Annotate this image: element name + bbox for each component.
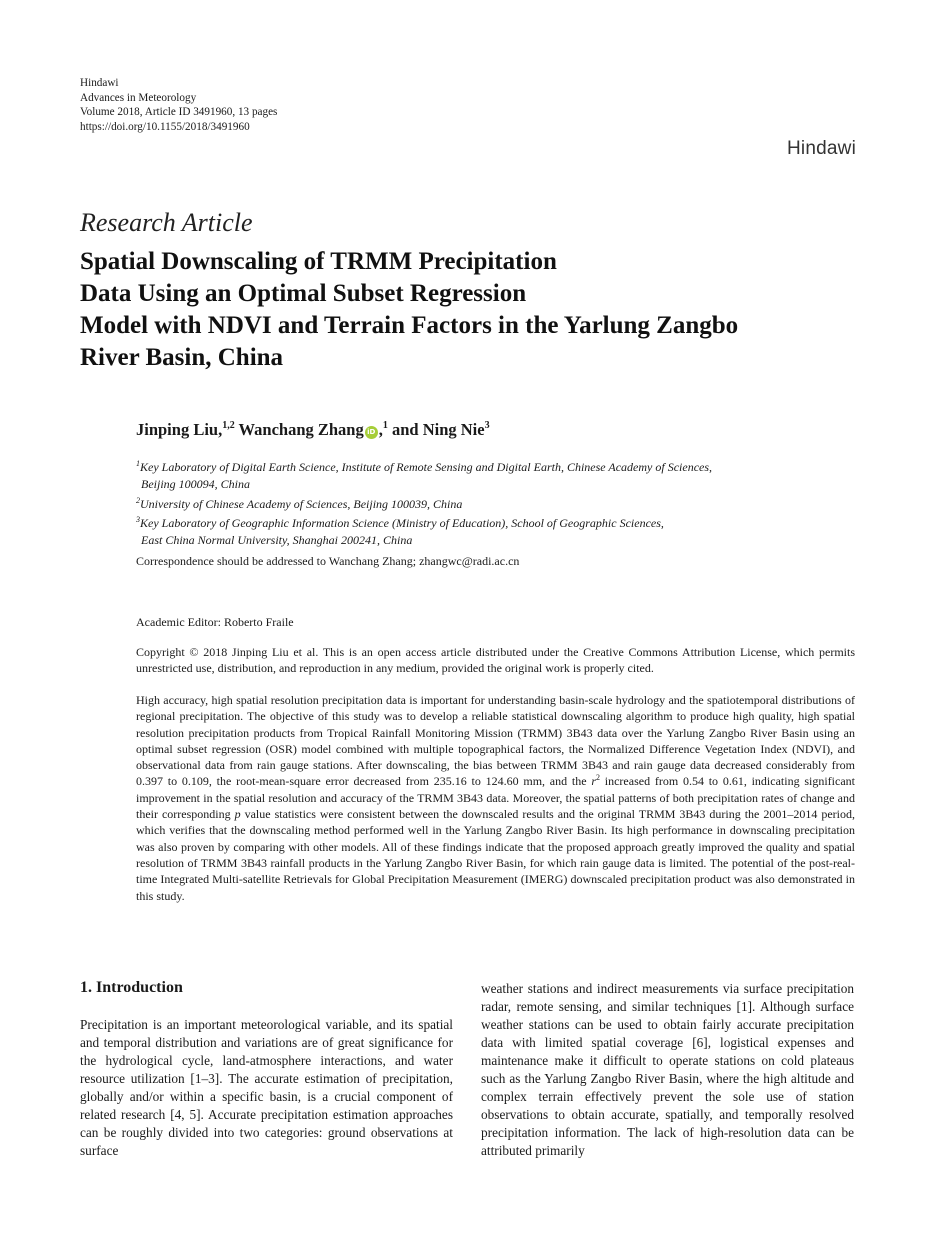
abstract-text: value statistics were consistent between the downscaled results and the original TRMM 3B43 during the 2001–2014 period, which verifies that the downscaling method performed well in the Yarlung Zangbo River Basin. Its high performance in downscaling precipitation was also proven by comparing with other models. All of these findings indicate that the proposed approach greatly improved the quality and spatial resolution of TRMM 3B43 rainfall products in the Yarlung Zangbo River Basin, for which rain gauge data is limited. The potential of the post-real-time Integrated Multi-satellite Retrievals for Global Precipitation Measurement (IMERG) downscaled precipitation product was also demonstrated in this study. [136, 807, 855, 903]
orcid-icon[interactable]: iD [365, 426, 378, 439]
title-line: River Basin, China [80, 344, 284, 371]
title-line: Model with NDVI and Terrain Factors in the Yarlung Zangbo [80, 312, 739, 339]
affiliation-item: $^3$Key Laboratory of Geographic Information Science (Ministry of Education), School of Geographic Sciences, [136, 515, 664, 531]
body-column-right: weather stations and indirect measurements via surface precipitation radar, remote sensing, and similar techniques [1]. Although surface weather stations can be used to obtain fairly accurate precipitation data with limited spatial coverage [6], logistical expenses and maintenance make it difficult to operate stations on cold plateaus such as the Yarlung Zangbo River Basin, where the high altitude and complex terrain effectively prevent the sole use of station observations to obtain accurate, spatially, and temporally resolved precipitation information. The lack of high-resolution data can be attributed primarily [481, 981, 854, 1158]
abstract-text: increased from 0.54 to 0.61, indicating significant improvement in the spatial resolution and accuracy of the TRMM 3B43 data. Moreover, the spatial patterns of both precipitation rates of change and their corresponding [136, 774, 855, 822]
correspondence: Correspondence should be addressed to Wanchang Zhang; zhangwc@radi.ac.cn [136, 554, 520, 568]
r-symbol: r [591, 774, 596, 789]
article-type: Research Article [80, 208, 253, 237]
paper-title [80, 246, 860, 374]
p-symbol: p [234, 807, 241, 822]
publisher-name: Hindawi [80, 77, 119, 89]
journal-name: Advances in Meteorology [80, 91, 197, 104]
volume-info: Volume 2018, Article ID 3491960, 13 pages [80, 106, 278, 119]
academic-editor: Academic Editor: Roberto Fraile [136, 615, 294, 629]
body-column-left: Precipitation is an important meteorological variable, and its spatial and temporal distribution and variations are of great significance for the hydrological cycle, land-atmosphere interactions, and water resource utilization [1–3]. The accurate estimation of precipitation, globally and/or within a specific basin, is a crucial component of related research [4, 5]. Accurate precipitation estimation approaches can be roughly divided into two categories: ground observations at surface [80, 1017, 453, 1158]
author-list: Jinping Liu,$^{1,2}$ Wanchang Zhang iD ,$^1$ and Ning Nie$^3$ [136, 420, 490, 439]
affiliation-item: $^1$Key Laboratory of Digital Earth Science, Institute of Remote Sensing and Digital Earth, Chinese Academy of Sciences, [136, 459, 713, 474]
r-superscript: 2 [596, 773, 600, 783]
author-name[interactable]: Ning Nie [422, 420, 485, 439]
abstract-text: High accuracy, high spatial resolution precipitation data is important for understanding basin-scale hydrology and the spatiotemporal distributions of regional precipitation. The objective of this study was to develop a reliable statistical downscaling algorithm to produce high quality, high spatial resolution precipitation products from Tropical Rainfall Monitoring Mission (TRMM) 3B43 data over the Yarlung Zangbo River Basin using an optimal subset regression (OSR) model combined with multiple topographical factors, the Normalized Difference Vegetation Index (NDVI), and observational data from rain gauge stations. After downscaling, the bias between TRMM 3B43 and rain gauge data decreased considerably from 0.397 to 0.109, the root-mean-square error decreased from 235.16 to 124.60 mm, and the [136, 693, 855, 789]
affiliation-marker: 3 [484, 420, 490, 431]
author-name[interactable]: Wanchang Zhang [238, 420, 364, 439]
affiliation-marker: 1 [382, 420, 388, 431]
affiliations [136, 456, 856, 549]
journal-meta [80, 76, 277, 134]
affiliation-item-continued: East China Normal University, Shanghai 200241, China [141, 533, 413, 548]
author-name[interactable]: Jinping Liu, [136, 420, 223, 439]
publisher-logo: Hindawi [787, 138, 856, 159]
title-line: Spatial Downscaling of TRMM Precipitation [80, 248, 557, 275]
section-heading: 1. Introduction [80, 979, 183, 996]
copyright-notice: Copyright © 2018 Jinping Liu et al. This is an open access article distributed under the Creative Commons Attribution License, which permits unrestricted use, distribution, and reproduction in any medium, provided the original work is properly cited. [136, 645, 855, 676]
abstract [136, 692, 855, 904]
affiliation-item-continued: Beijing 100094, China [141, 476, 250, 491]
doi-link[interactable]: https://doi.org/10.1155/2018/3491960 [80, 120, 250, 133]
title-line: Data Using an Optimal Subset Regression [80, 280, 527, 307]
affiliation-item: $^2$University of Chinese Academy of Sciences, Beijing 100039, China [136, 495, 463, 511]
affiliation-marker: 1,2 [222, 420, 235, 431]
author-joiner: and [391, 420, 419, 439]
